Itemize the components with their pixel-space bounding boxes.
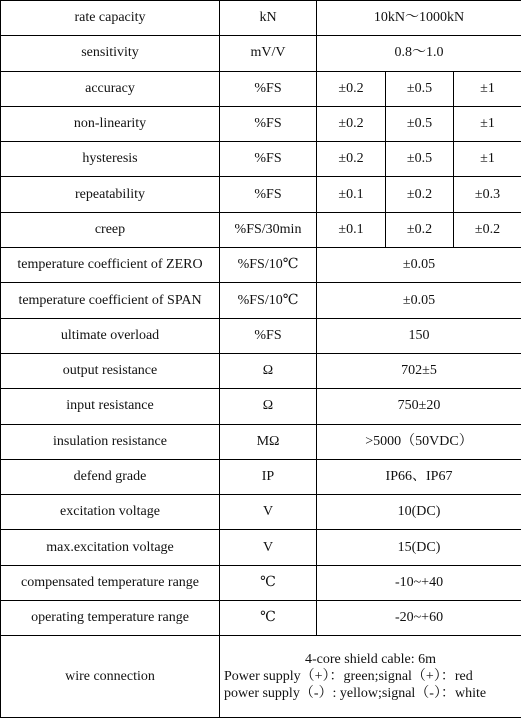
table-row [1, 601, 521, 636]
param-cell: creep [1, 212, 220, 247]
table-row [1, 636, 521, 718]
value-cell: ±1 [454, 71, 521, 106]
table-row [1, 177, 521, 212]
param-cell: non-linearity [1, 106, 220, 141]
param-cell: rate capacity [1, 1, 220, 36]
value-cell: 150 [317, 318, 521, 353]
value-cell: ±0.2 [317, 106, 386, 141]
param-cell: sensitivity [1, 36, 220, 71]
value-cell: ±0.2 [317, 142, 386, 177]
table-row [1, 353, 521, 388]
unit-cell: Ω [220, 389, 317, 424]
param-cell: excitation voltage [1, 495, 220, 530]
table-row [1, 530, 521, 565]
table-row [1, 459, 521, 494]
unit-cell: V [220, 530, 317, 565]
param-cell: repeatability [1, 177, 220, 212]
unit-cell: %FS [220, 71, 317, 106]
param-cell: temperature coefficient of ZERO [1, 248, 220, 283]
unit-cell: ℃ [220, 601, 317, 636]
value-cell: ±0.2 [317, 71, 386, 106]
value-cell: ±0.05 [317, 248, 521, 283]
unit-cell: %FS [220, 142, 317, 177]
value-cell: ±0.5 [386, 142, 454, 177]
table-row [1, 248, 521, 283]
value-cell: ±0.2 [454, 212, 521, 247]
param-cell: operating temperature range [1, 601, 220, 636]
table-row [1, 424, 521, 459]
param-cell: max.excitation voltage [1, 530, 220, 565]
param-cell: wire connection [1, 636, 220, 718]
wire-connection-cell [220, 636, 521, 718]
param-cell: hysteresis [1, 142, 220, 177]
unit-cell: IP [220, 459, 317, 494]
table-row [1, 142, 521, 177]
param-cell: accuracy [1, 71, 220, 106]
table-row [1, 212, 521, 247]
unit-cell: %FS/10℃ [220, 283, 317, 318]
table-row [1, 495, 521, 530]
value-cell: -10~+40 [317, 565, 521, 600]
param-cell: input resistance [1, 389, 220, 424]
value-cell: 10kN～1000kN [317, 1, 521, 36]
param-cell: output resistance [1, 353, 220, 388]
value-cell: ±0.2 [386, 177, 454, 212]
table-row [1, 71, 521, 106]
value-cell: ±0.5 [386, 71, 454, 106]
unit-cell: %FS [220, 177, 317, 212]
unit-cell: mV/V [220, 36, 317, 71]
unit-cell: %FS [220, 318, 317, 353]
unit-cell: %FS/30min [220, 212, 317, 247]
value-cell: 702±5 [317, 353, 521, 388]
wire-line-cable: 4-core shield cable: 6m [305, 652, 437, 668]
unit-cell: %FS/10℃ [220, 248, 317, 283]
unit-cell: ℃ [220, 565, 317, 600]
value-cell: ±0.05 [317, 283, 521, 318]
value-cell: ±0.3 [454, 177, 521, 212]
unit-cell: MΩ [220, 424, 317, 459]
param-cell: insulation resistance [1, 424, 220, 459]
value-cell: -20~+60 [317, 601, 521, 636]
unit-cell: V [220, 495, 317, 530]
value-cell: ±1 [454, 106, 521, 141]
table-row [1, 36, 521, 71]
table-row [1, 565, 521, 600]
param-cell: defend grade [1, 459, 220, 494]
table-row [1, 283, 521, 318]
table-row [1, 1, 521, 36]
value-cell: 0.8～1.0 [317, 36, 521, 71]
value-cell: ±0.5 [386, 106, 454, 141]
value-cell: ±0.1 [317, 212, 386, 247]
param-cell: temperature coefficient of SPAN [1, 283, 220, 318]
unit-cell: %FS [220, 106, 317, 141]
value-cell: 750±20 [317, 389, 521, 424]
param-cell: ultimate overload [1, 318, 220, 353]
table-row [1, 318, 521, 353]
value-cell: >5000（50VDC） [317, 424, 521, 459]
value-cell: 15(DC) [317, 530, 521, 565]
value-cell: IP66、IP67 [317, 459, 521, 494]
value-cell: ±0.1 [317, 177, 386, 212]
param-cell: compensated temperature range [1, 565, 220, 600]
table-row [1, 389, 521, 424]
wire-line-negative: power supply（-）: yellow;signal（-）：white [224, 686, 487, 702]
table-row [1, 106, 521, 141]
unit-cell: kN [220, 1, 317, 36]
value-cell: ±0.2 [386, 212, 454, 247]
value-cell: ±1 [454, 142, 521, 177]
wire-line-positive: Power supply（+）：green;signal（+）：red [224, 669, 473, 685]
value-cell: 10(DC) [317, 495, 521, 530]
unit-cell: Ω [220, 353, 317, 388]
